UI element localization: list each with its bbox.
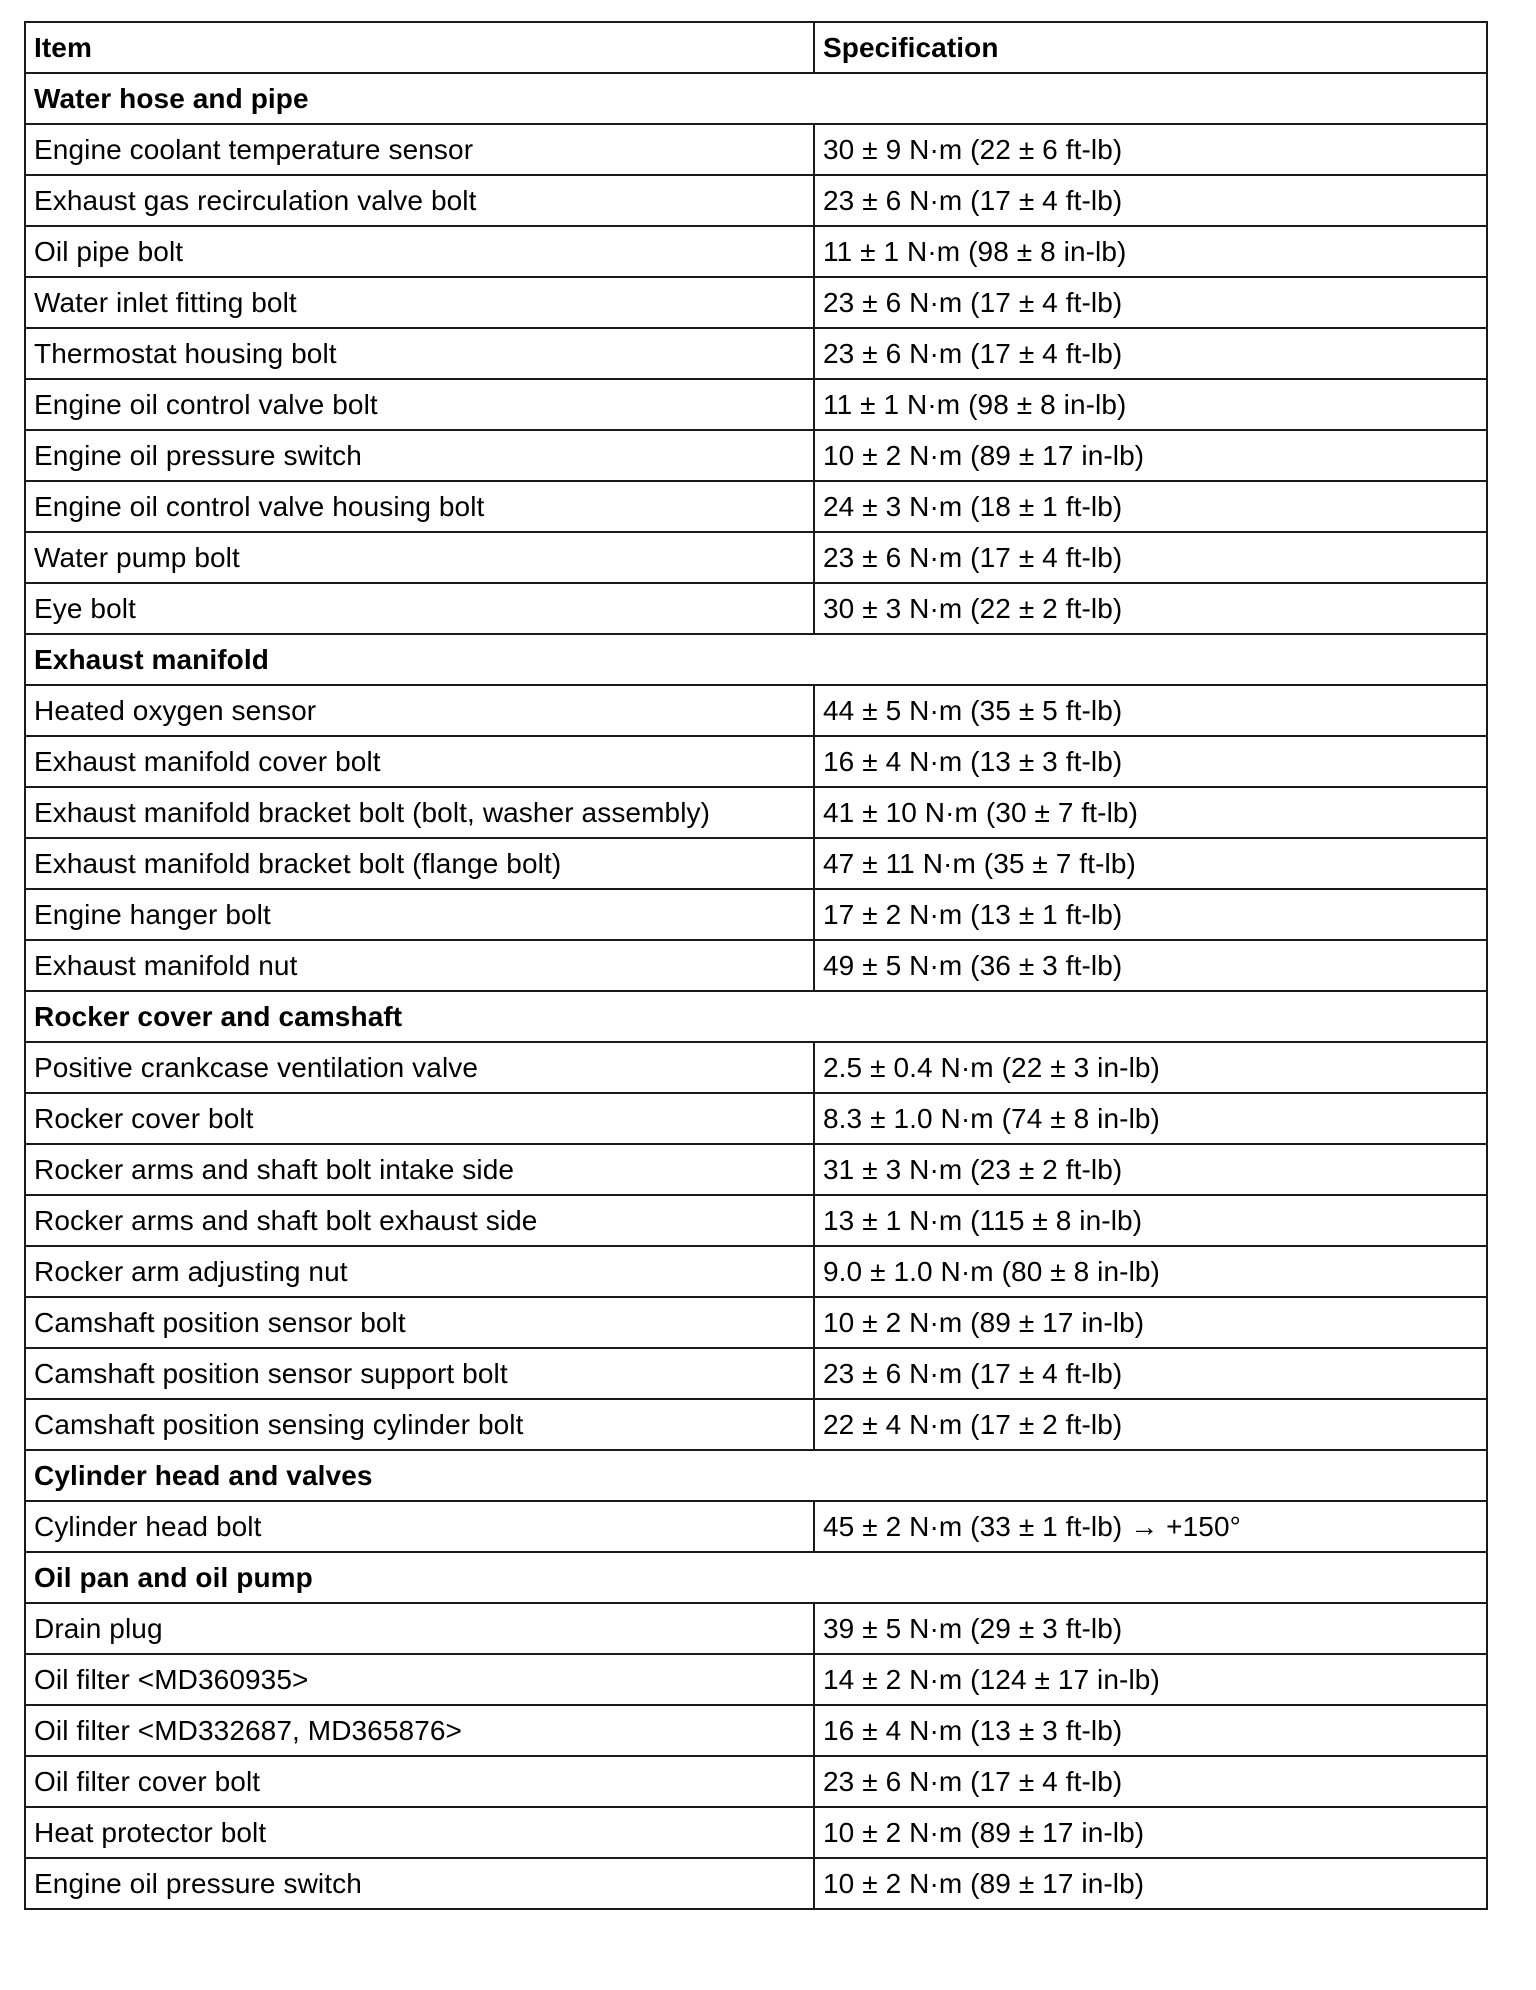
section-header-row [25,991,1487,1042]
specification-cell: 10 ± 2 N·m (89 ± 17 in-lb) [814,1297,1487,1348]
specification-cell: 8.3 ± 1.0 N·m (74 ± 8 in-lb) [814,1093,1487,1144]
table-row [25,1654,1487,1705]
item-cell: Positive crankcase ventilation valve [25,1042,814,1093]
specification-cell: 31 ± 3 N·m (23 ± 2 ft-lb) [814,1144,1487,1195]
table-row [25,1858,1487,1909]
item-cell: Exhaust manifold cover bolt [25,736,814,787]
item-cell: Rocker arms and shaft bolt exhaust side [25,1195,814,1246]
table-row [25,1756,1487,1807]
item-cell: Rocker arms and shaft bolt intake side [25,1144,814,1195]
item-cell: Camshaft position sensing cylinder bolt [25,1399,814,1450]
table-row [25,583,1487,634]
specification-cell: 44 ± 5 N·m (35 ± 5 ft-lb) [814,685,1487,736]
table-row [25,685,1487,736]
specification-cell: 24 ± 3 N·m (18 ± 1 ft-lb) [814,481,1487,532]
specification-cell: 16 ± 4 N·m (13 ± 3 ft-lb) [814,1705,1487,1756]
item-cell: Cylinder head bolt [25,1501,814,1552]
specification-cell: 14 ± 2 N·m (124 ± 17 in-lb) [814,1654,1487,1705]
specification-cell: 41 ± 10 N·m (30 ± 7 ft-lb) [814,787,1487,838]
specification-cell: 23 ± 6 N·m (17 ± 4 ft-lb) [814,1756,1487,1807]
item-cell: Water inlet fitting bolt [25,277,814,328]
specification-cell: 11 ± 1 N·m (98 ± 8 in-lb) [814,379,1487,430]
item-cell: Camshaft position sensor bolt [25,1297,814,1348]
specification-cell: 9.0 ± 1.0 N·m (80 ± 8 in-lb) [814,1246,1487,1297]
item-cell: Water pump bolt [25,532,814,583]
section-header-row [25,73,1487,124]
table-row [25,1807,1487,1858]
section-title: Water hose and pipe [25,73,1487,124]
specification-cell: 10 ± 2 N·m (89 ± 17 in-lb) [814,1858,1487,1909]
table-row [25,1603,1487,1654]
table-row [25,736,1487,787]
table-row [25,1399,1487,1450]
item-cell: Oil pipe bolt [25,226,814,277]
item-cell: Thermostat housing bolt [25,328,814,379]
specification-cell: 47 ± 11 N·m (35 ± 7 ft-lb) [814,838,1487,889]
specification-cell: 23 ± 6 N·m (17 ± 4 ft-lb) [814,532,1487,583]
item-cell: Camshaft position sensor support bolt [25,1348,814,1399]
specification-cell: 45 ± 2 N·m (33 ± 1 ft-lb) → +150° [814,1501,1487,1552]
item-cell: Engine coolant temperature sensor [25,124,814,175]
table-row [25,1348,1487,1399]
table-header-row [25,22,1487,73]
table-row [25,1093,1487,1144]
table-row [25,1144,1487,1195]
specification-cell: 23 ± 6 N·m (17 ± 4 ft-lb) [814,328,1487,379]
specification-cell: 30 ± 9 N·m (22 ± 6 ft-lb) [814,124,1487,175]
specification-cell: 22 ± 4 N·m (17 ± 2 ft-lb) [814,1399,1487,1450]
section-title: Oil pan and oil pump [25,1552,1487,1603]
section-header-row [25,1450,1487,1501]
column-header-specification: Specification [814,22,1487,73]
specification-cell: 23 ± 6 N·m (17 ± 4 ft-lb) [814,175,1487,226]
item-cell: Engine oil pressure switch [25,430,814,481]
item-cell: Heated oxygen sensor [25,685,814,736]
specification-cell: 16 ± 4 N·m (13 ± 3 ft-lb) [814,736,1487,787]
table-row [25,328,1487,379]
item-cell: Exhaust manifold bracket bolt (flange bolt) [25,838,814,889]
item-cell: Engine oil control valve housing bolt [25,481,814,532]
table-row [25,787,1487,838]
specification-cell: 13 ± 1 N·m (115 ± 8 in-lb) [814,1195,1487,1246]
specification-cell: 49 ± 5 N·m (36 ± 3 ft-lb) [814,940,1487,991]
table-row [25,175,1487,226]
table-row [25,226,1487,277]
table-row [25,889,1487,940]
specification-cell: 17 ± 2 N·m (13 ± 1 ft-lb) [814,889,1487,940]
item-cell: Engine oil control valve bolt [25,379,814,430]
item-cell: Engine hanger bolt [25,889,814,940]
torque-spec-table [24,21,1488,1910]
section-title: Exhaust manifold [25,634,1487,685]
specification-cell: 39 ± 5 N·m (29 ± 3 ft-lb) [814,1603,1487,1654]
specification-cell: 30 ± 3 N·m (22 ± 2 ft-lb) [814,583,1487,634]
specification-cell: 11 ± 1 N·m (98 ± 8 in-lb) [814,226,1487,277]
table-row [25,1042,1487,1093]
item-cell: Rocker cover bolt [25,1093,814,1144]
table-body [25,22,1487,1909]
table-row [25,481,1487,532]
item-cell: Oil filter cover bolt [25,1756,814,1807]
specification-cell: 2.5 ± 0.4 N·m (22 ± 3 in-lb) [814,1042,1487,1093]
section-title: Rocker cover and camshaft [25,991,1487,1042]
item-cell: Heat protector bolt [25,1807,814,1858]
table-row [25,940,1487,991]
item-cell: Exhaust gas recirculation valve bolt [25,175,814,226]
section-title: Cylinder head and valves [25,1450,1487,1501]
item-cell: Exhaust manifold nut [25,940,814,991]
table-row [25,277,1487,328]
table-row [25,430,1487,481]
table-row [25,1195,1487,1246]
specification-cell: 10 ± 2 N·m (89 ± 17 in-lb) [814,430,1487,481]
item-cell: Drain plug [25,1603,814,1654]
table-row [25,1705,1487,1756]
specification-cell: 23 ± 6 N·m (17 ± 4 ft-lb) [814,1348,1487,1399]
table-row [25,1297,1487,1348]
item-cell: Rocker arm adjusting nut [25,1246,814,1297]
item-cell: Engine oil pressure switch [25,1858,814,1909]
item-cell: Oil filter <MD332687, MD365876> [25,1705,814,1756]
item-cell: Exhaust manifold bracket bolt (bolt, washer assembly) [25,787,814,838]
specification-cell: 23 ± 6 N·m (17 ± 4 ft-lb) [814,277,1487,328]
specification-cell: 10 ± 2 N·m (89 ± 17 in-lb) [814,1807,1487,1858]
section-header-row [25,634,1487,685]
table-row [25,532,1487,583]
table-row [25,838,1487,889]
table-row [25,124,1487,175]
table-row [25,1501,1487,1552]
section-header-row [25,1552,1487,1603]
column-header-item: Item [25,22,814,73]
table-row [25,379,1487,430]
item-cell: Eye bolt [25,583,814,634]
item-cell: Oil filter <MD360935> [25,1654,814,1705]
table-row [25,1246,1487,1297]
